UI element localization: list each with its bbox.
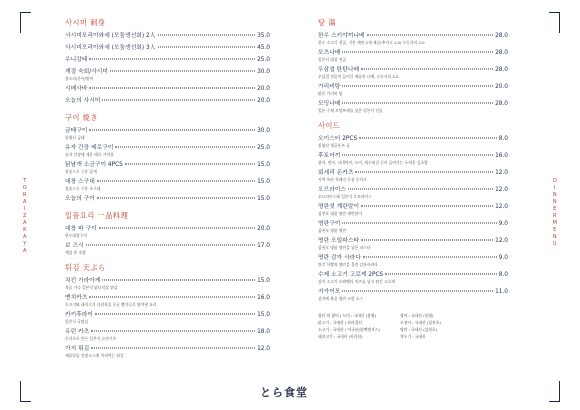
menu-item-price: 12.0 (257, 346, 270, 352)
side-label-left (20, 178, 30, 255)
menu-item-description: 일본식 대창 전골 (318, 57, 347, 62)
dot-leader (86, 245, 255, 246)
menu-item-description: 통영산 생굴폰즈 굴 (318, 143, 350, 148)
origin-line: 적우기 : 국내산 (400, 334, 426, 339)
menu-item (65, 162, 270, 174)
dot-leader (158, 47, 256, 48)
corner-bracket-bottom-right (549, 381, 560, 402)
origin-line: 닭고기 : 국내산 / 브라질산 (318, 320, 363, 325)
menu-item (318, 187, 508, 199)
menu-item-price: 45.0 (257, 45, 270, 51)
dot-leader (361, 69, 493, 70)
dot-leader (342, 52, 493, 53)
menu-item-price: 12.0 (495, 238, 508, 244)
menu-item-price: 20.0 (257, 86, 270, 92)
menu-item-name: 유자 간장 메로구이 (65, 145, 114, 151)
menu-item-price: 20.0 (257, 226, 270, 232)
menu-item-price: 16.0 (257, 295, 270, 301)
menu-item-description: 새콤달콤 간장소스에 적셔먹는 튀김 (65, 353, 124, 358)
brand-logo: とら食堂 (260, 386, 308, 399)
menu-item-price: 9.0 (498, 221, 508, 227)
corner-bracket-top-right (549, 12, 560, 33)
menu-item (65, 33, 270, 40)
dot-leader (385, 274, 497, 275)
menu-item-description: 삼천포 명품 명란을 넣은 파스타 (318, 245, 371, 250)
menu-item-price: 16.0 (495, 153, 508, 159)
menu-item (318, 33, 508, 45)
menu-item-description: 삼천포 명품 명란 계란말이 (318, 211, 362, 216)
menu-item-description: 참숯으로 구운 날개 (65, 169, 97, 174)
menu-item (318, 204, 508, 216)
menu-item-description: 지역 특산 흑돼지 등심 돈카츠 (318, 177, 367, 182)
menu-item-description: 오므라이스와 일본식 오므라이스 (318, 194, 372, 199)
menu-item-description: 일본식 굴튀김 (65, 319, 89, 324)
dot-leader (97, 181, 255, 182)
menu-item-name: 오이스터 2PCS (318, 136, 358, 142)
menu-item-price: 30.0 (257, 69, 270, 75)
menu-item (318, 170, 508, 182)
menu-item-name: 대창 스구대 (65, 179, 95, 185)
dot-leader (359, 138, 497, 139)
menu-item-name: 우삼겹 탄탄나베 (318, 67, 360, 73)
menu-item-name: 멘치카츠 (65, 295, 88, 301)
side-label-text: TORA IZAKAYA (22, 178, 28, 254)
menu-item-description: 참소라/문어/방어 (65, 76, 94, 81)
menu-item (318, 272, 508, 284)
menu-item (318, 255, 508, 267)
menu-item (65, 295, 270, 307)
corner-bracket-top-left (20, 12, 31, 33)
dot-leader (355, 172, 493, 173)
menu-item (65, 57, 270, 64)
menu-item-description: 맑은 가리비 탕 (318, 91, 343, 96)
dot-leader (95, 314, 255, 315)
menu-item-name: 모츠나베 (318, 50, 341, 56)
menu-item (65, 45, 270, 52)
origin-line: 명란 : 국내산 (삼천포) (400, 327, 438, 332)
menu-item-description: 계절 봉 초밥 (65, 250, 86, 255)
dot-leader (89, 88, 255, 89)
menu-item-price: 8.0 (498, 136, 508, 142)
origin-line: 참산 차 광어 / 도미 : 국내산 (통영) (318, 313, 376, 318)
dot-leader (367, 35, 493, 36)
menu-item-description: 참숯으로 구운 초구대 (65, 186, 101, 191)
dot-leader (342, 291, 493, 292)
menu-item-name: 명란 감자 사라다 (318, 255, 361, 261)
menu-item-price: 30.0 (257, 128, 270, 134)
menu-item-name: 사시미모리아와세 (모둠생선회) 3人 (65, 45, 156, 51)
menu-item-name: 치킨 가라아게 (65, 278, 101, 284)
menu-item (65, 128, 270, 140)
menu-item (65, 98, 270, 105)
dot-leader (361, 206, 493, 207)
menu-item-description: 감자에 볶음 명란 크림 소스 (318, 296, 364, 301)
menu-item (65, 86, 270, 93)
menu-item (65, 312, 270, 324)
menu-item-price: 18.0 (257, 329, 270, 335)
menu-item (318, 153, 508, 165)
section-title: 사시미 刺身 (65, 18, 106, 27)
menu-item (65, 179, 270, 191)
menu-item (318, 136, 508, 148)
menu-item-name: 유린 카츠 (65, 329, 90, 335)
menu-item-name: 오늘의 사시미 (65, 98, 101, 104)
menu-item (65, 196, 270, 203)
menu-item (65, 226, 270, 238)
dot-leader (115, 147, 255, 148)
menu-item (318, 289, 508, 301)
menu-item-price: 20.0 (257, 98, 270, 104)
menu-item-name: 명란구이 (318, 221, 341, 227)
section-title: 튀김 天ぷら (65, 263, 106, 272)
menu-item-price: 25.0 (257, 57, 270, 63)
menu-item-name: 회세리 돈카츠 (318, 170, 354, 176)
menu-item (65, 69, 270, 81)
origin-info (318, 313, 468, 339)
menu-item-description: 돈카츠로 만든 일본식 유린기츠 (65, 336, 117, 341)
menu-item-price: 15.0 (257, 179, 270, 185)
origin-line: 돼지고기 : 국내산 (지리산) (318, 334, 363, 339)
dot-leader (342, 103, 493, 104)
menu-item-price: 17.0 (257, 243, 270, 249)
menu-item-price: 35.0 (257, 33, 270, 39)
corner-bracket-bottom-left (20, 381, 31, 402)
menu-item-name: 금태구이 (65, 128, 88, 134)
menu-item (65, 145, 270, 157)
menu-item-description: 육즙 가득 일본식 닭다리살 튀김 (65, 285, 118, 290)
menu-item (65, 243, 270, 255)
menu-item (65, 346, 270, 358)
origin-line: 소고기 : 국내산 / 미국산(블랙앵거스) (318, 327, 380, 332)
menu-item-name: 후토마끼 (318, 153, 341, 159)
menu-item (318, 238, 508, 250)
menu-item-name: 가지 튀김 (65, 346, 90, 352)
menu-item-description: 튀긴 식빵과 명란을 올린 감자사라다 (318, 262, 378, 267)
menu-item-name: 우니감태 (65, 57, 88, 63)
dot-leader (342, 223, 496, 224)
menu-item-price: 15.0 (257, 162, 270, 168)
menu-item-name: 보 즈시 (65, 243, 84, 249)
menu-item-description: 우삼겹 전골이 들어간 매콤한 나베, 우동사리 2.0 (318, 74, 399, 79)
dot-leader (342, 86, 493, 87)
dot-leader (125, 164, 255, 165)
dot-leader (102, 280, 255, 281)
menu-item-price: 8.0 (498, 272, 508, 278)
menu-item-name: 오늘의 구이 (65, 196, 95, 202)
menu-item-price: 12.0 (495, 187, 508, 193)
menu-item-price: 11.0 (495, 289, 508, 295)
menu-item-price: 12.0 (495, 170, 508, 176)
menu-item (318, 101, 508, 113)
menu-item-price: 28.0 (495, 33, 508, 39)
origin-line: 오징어 : 국내산 (삼천포) (400, 320, 441, 325)
dot-leader (102, 100, 255, 101)
side-label-text: DINNER MENU (552, 178, 558, 247)
menu-item-description: 유자 간장에 재운 메로 가마살 (65, 152, 114, 157)
menu-item-name: 대창 파 구이 (65, 226, 97, 232)
dot-leader (89, 297, 255, 298)
menu-item-price: 9.0 (498, 255, 508, 261)
menu-item-name: 한우 스키야끼나베 (318, 33, 365, 39)
menu-item-name: 명란젓 계란말이 (318, 204, 360, 210)
menu-item-price: 15.0 (257, 312, 270, 318)
dot-leader (348, 189, 493, 190)
menu-item-description: 소고기와 돼지고기 다짐육을 동글 빵가루로 튀겨낸 요리 (65, 302, 157, 307)
menu-item-description: 통영산 금태 (65, 135, 85, 140)
dot-leader (99, 228, 255, 229)
menu-item-name: 수제 소고기 고로케 2PCS (318, 272, 384, 278)
menu-item-description: 일본 수제 모밍쯔케를 넣은 일본식 전골 (318, 108, 383, 113)
menu-item-price: 15.0 (257, 196, 270, 202)
menu-item (318, 67, 508, 79)
menu-item-name: 명란 오일파스타 (318, 238, 360, 244)
menu-item-price: 28.0 (495, 67, 508, 73)
menu-item-name: 계절 숙회/사시미 (65, 69, 108, 75)
section-title: 구이 焼き (65, 113, 99, 122)
menu-item-price: 28.0 (495, 50, 508, 56)
menu-item (318, 84, 508, 96)
menu-item-price: 20.0 (495, 84, 508, 90)
dot-leader (363, 257, 497, 258)
menu-item-name: 오므라이스 (318, 187, 346, 193)
menu-item-price: 12.0 (495, 204, 508, 210)
menu-item-price: 15.0 (257, 278, 270, 284)
dot-leader (361, 240, 493, 241)
side-label-right (550, 178, 560, 248)
menu-item-description: 감자 소고기 모짜렐라 치즈를 넣고 튀긴 고로케 (318, 279, 395, 284)
left-column (65, 18, 270, 363)
dot-leader (91, 348, 255, 349)
menu-item-price: 25.0 (257, 145, 270, 151)
menu-item-name: 가리비탕 (318, 84, 341, 90)
menu-item-name: 자가이모 (318, 289, 341, 295)
menu-item-name: 사시미모리아와세 (모둠생선회) 2人 (65, 33, 156, 39)
section-title: 사이드 (318, 121, 341, 130)
menu-item-description: 참치, 연어, 다내마끼, 오이, 새우튀김 등이 들어가는 두꺼운 김초밥 (318, 160, 428, 165)
origin-line: 장어 : 국내산 (통영) (400, 313, 434, 318)
menu-item-price: 28.0 (495, 101, 508, 107)
dot-leader (89, 59, 255, 60)
section-title: 탕 湯 (318, 18, 336, 27)
dot-leader (89, 130, 255, 131)
menu-item-name: 모밍나베 (318, 101, 341, 107)
menu-item (65, 278, 270, 290)
menu-item-description: 삼천포 명품 명란 (318, 228, 347, 233)
menu-item (318, 50, 508, 62)
menu-item-name: 카키후라이 (65, 312, 93, 318)
menu-item-name: 닭날개 소금구이 4PCS (65, 162, 123, 168)
right-column (318, 18, 508, 339)
dot-leader (91, 331, 255, 332)
dot-leader (97, 198, 255, 199)
dot-leader (110, 71, 255, 72)
menu-item-name: 시메사바 (65, 86, 88, 92)
dot-leader (342, 155, 493, 156)
dot-leader (158, 35, 256, 36)
section-title: 일품요리 一品料理 (65, 211, 129, 220)
menu-item-description: 한우대창구이 (65, 233, 88, 238)
menu-item (65, 329, 270, 341)
menu-item-description: 한우 소고기 전골, 기본 계란 2개 제공(추가시 1.0) 우동사리 2.0 (318, 40, 425, 45)
menu-page (20, 8, 560, 402)
menu-item (318, 221, 508, 233)
